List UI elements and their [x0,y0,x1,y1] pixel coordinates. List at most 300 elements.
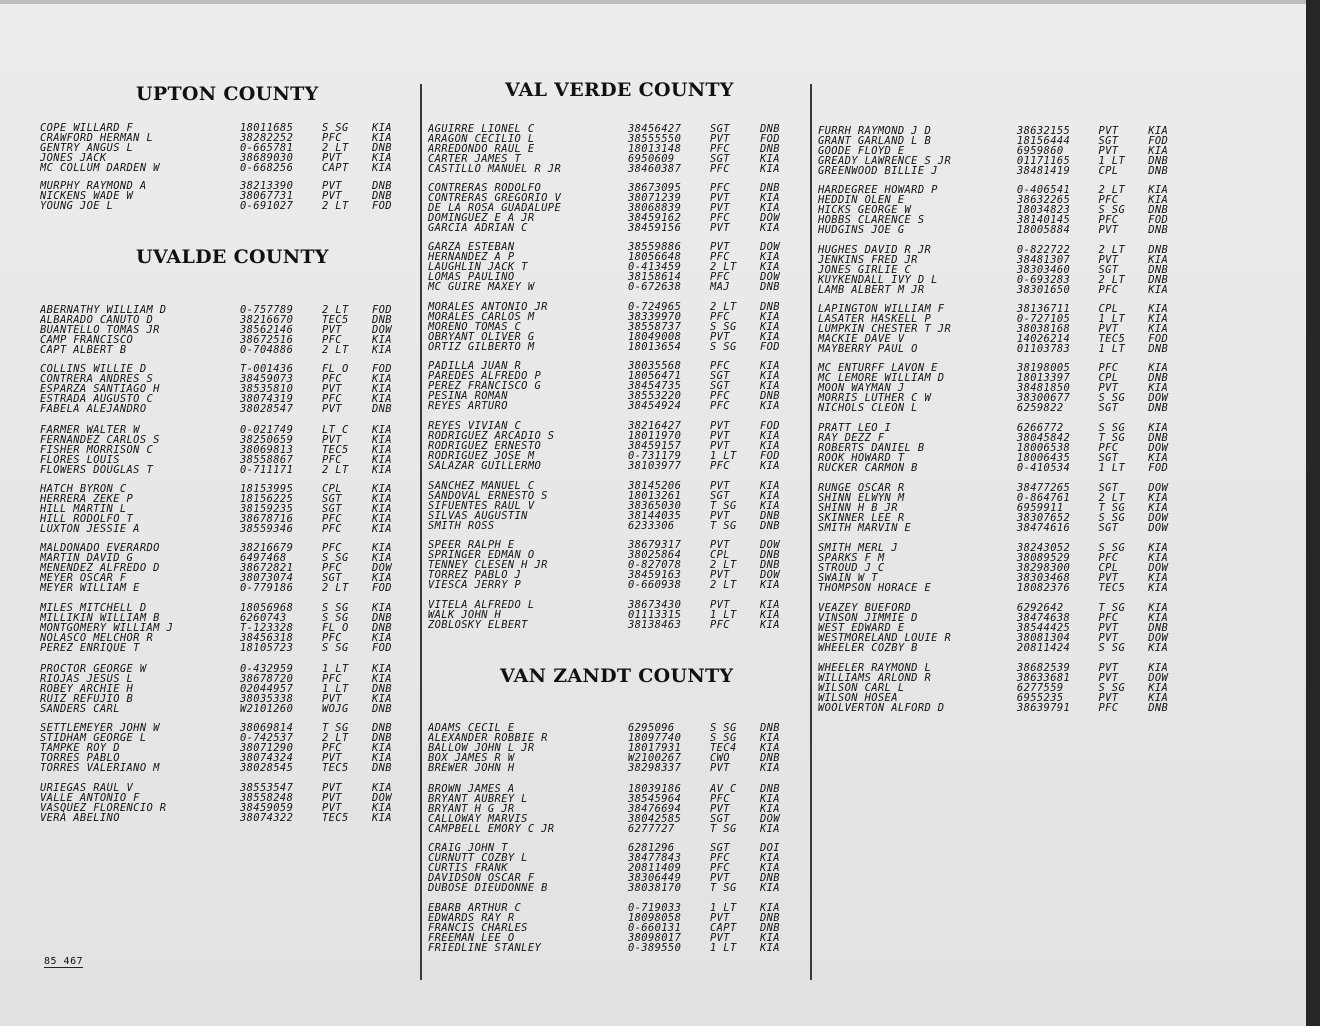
roster-entry [818,344,1188,354]
entry-status: KIA [1148,642,1169,654]
entry-serial: 38562146 [240,324,294,336]
entry-serial: 6497468 [240,552,287,564]
entry-rank: PFC [322,632,342,644]
entry-serial: 38069813 [240,444,294,456]
entry-rank: LT C [322,424,349,436]
roster-entry [428,763,806,773]
entry-serial: 38298337 [628,762,682,774]
entry-serial: 38025864 [628,549,682,561]
roster-entry [428,883,806,893]
entry-serial: 6292642 [1016,602,1064,614]
entry-serial: 38456318 [240,632,294,644]
entry-name: WILLIAMS ARLOND R [818,673,932,683]
entry-name: THOMPSON HORACE E [818,583,932,593]
entry-serial: 38682539 [1016,662,1071,674]
entry-status: DOW [760,539,780,551]
roster-entry [428,794,806,804]
roster-entry [818,393,1188,403]
entry-serial: 38216679 [240,542,294,554]
entry-name: RIOJAS JESUS L [40,674,134,684]
entry-serial: 6260743 [240,612,287,624]
entry-serial: 38038170 [628,882,682,894]
entry-serial: 38042585 [628,813,682,825]
entry-rank: 1 LT [710,902,737,914]
roster-entry [40,633,412,643]
roster-entry [40,514,412,524]
entry-status: FOD [1148,462,1169,474]
roster-entry [428,580,806,590]
entry-name: URIEGAS RAUL V [40,783,134,793]
entry-serial: 38303468 [1016,572,1071,584]
entry-name: VINSON JIMMIE D [818,613,918,623]
entry-serial: 38081304 [1016,632,1071,644]
roster-entry [40,133,412,143]
roster-entry [818,463,1188,473]
entry-rank: 1 LT [322,683,349,695]
entry-serial: 18039186 [628,783,682,795]
entry-rank: S SG [710,722,737,734]
entry-rank: TEC4 [710,742,737,754]
entry-serial: 6295096 [628,722,675,734]
entry-status: DNB [760,390,780,402]
entry-name: CRAWFORD HERMAN L [40,133,154,143]
entry-status: KIA [1148,323,1169,335]
entry-name: SKINNER LEE R [818,513,905,523]
entry-rank: CPL [322,483,342,495]
roster-entry [818,275,1188,285]
entry-rank: 1 LT [710,450,737,462]
entry-status: KIA [372,464,392,476]
entry-serial: 38559886 [628,241,682,253]
entry-status: DOW [372,792,392,804]
entry-name: BRYANT AUBREY L [428,794,528,804]
entry-name: MC COLLUM DARDEN W [40,163,160,173]
entry-rank: CAPT [710,922,737,934]
entry-rank: PVT [710,932,730,944]
entry-rank: PFC [1098,284,1119,296]
entry-serial: 0-731179 [628,450,682,462]
entry-status: KIA [760,500,780,512]
entry-rank: PFC [710,271,730,283]
entry-serial: 0-668256 [240,162,294,174]
entry-rank: PFC [1098,442,1119,454]
entry-status: DNB [760,123,780,135]
entry-serial: 38138463 [628,619,682,631]
entry-rank: PFC [710,793,730,805]
entry-rank: AV C [710,783,737,795]
entry-serial: 0-691027 [240,200,294,212]
entry-name: FLOWERS DOUGLAS T [40,465,154,475]
entry-serial: 38632265 [1016,194,1071,206]
entry-status: KIA [760,331,780,343]
roster-entry [428,203,806,213]
roster-group [40,543,412,593]
entry-name: NICKENS WADE W [40,191,134,201]
entry-status: KIA [1148,552,1169,564]
entry-serial: 38071290 [240,742,294,754]
entry-serial: 38672516 [240,334,294,346]
entry-serial: 0-827078 [628,559,682,571]
entry-status: DNB [1148,274,1169,286]
roster-entry [818,195,1188,205]
entry-status: DNB [372,703,392,715]
entry-status: KIA [1148,422,1169,434]
entry-name: MENENDEZ ALFREDO D [40,563,160,573]
entry-serial: 01113315 [628,609,682,621]
entry-status: KIA [1148,542,1169,554]
roster-entry [40,524,412,534]
entry-name: PRATT LEO I [818,423,892,433]
entry-status: KIA [372,782,392,794]
entry-rank: SGT [1098,135,1119,147]
entry-status: DNB [1148,244,1169,256]
entry-serial: 18017931 [628,742,682,754]
entry-rank: PVT [322,782,342,794]
entry-rank: PVT [710,803,730,815]
entry-name: MONTGOMERY WILLIAM J [40,623,174,633]
entry-serial: 0-413459 [628,261,682,273]
entry-serial: 18006538 [1016,442,1071,454]
entry-name: GOODE FLOYD E [818,146,905,156]
entry-rank: SGT [322,503,342,515]
entry-name: ROBEY ARCHIE H [40,684,134,694]
entry-name: SPARKS F M [818,553,885,563]
entry-serial: 38459162 [628,212,682,224]
roster-entry [40,325,412,335]
entry-rank: S SG [1098,392,1126,404]
entry-status: KIA [760,852,780,864]
entry-rank: WOJG [322,703,349,715]
entry-name: HILL RODOLFO T [40,514,134,524]
entry-serial: 20811409 [628,862,682,874]
entry-name: SHINN ELWYN M [818,493,905,503]
roster-group [428,723,806,773]
entry-rank: PVT [1098,323,1119,335]
entry-status: DNB [372,403,392,415]
entry-serial: 18013654 [628,341,682,353]
roster-group [428,784,806,834]
entry-rank: PVT [322,403,342,415]
entry-serial: 38474638 [1016,612,1071,624]
entry-status: KIA [760,380,780,392]
entry-name: STIDHAM GEORGE L [40,733,147,743]
entry-serial: 38073074 [240,572,294,584]
entry-serial: 0-864761 [1016,492,1071,504]
entry-serial: 38365030 [628,500,682,512]
entry-name: JONES GIRLIE C [818,265,912,275]
entry-status: KIA [372,344,392,356]
entry-serial: T-123328 [240,622,294,634]
entry-serial: 0-704886 [240,344,294,356]
entry-serial: 38459163 [628,569,682,581]
entry-rank: TEC5 [322,812,349,824]
roster-entry [40,723,412,733]
entry-rank: PVT [710,480,730,492]
entry-status: DNB [372,622,392,634]
entry-name: MARTIN DAVID G [40,553,134,563]
entry-rank: PFC [322,334,342,346]
roster-entry [40,345,412,355]
entry-serial: 38307652 [1016,512,1071,524]
entry-serial: 38632155 [1016,125,1071,137]
entry-rank: SGT [1098,482,1119,494]
roster-entry [428,570,806,580]
entry-serial: 38301650 [1016,284,1071,296]
entry-serial: 0-724965 [628,301,682,313]
roster-group [428,242,806,292]
entry-serial: 38544425 [1016,622,1071,634]
entry-status: DOW [1148,522,1169,534]
roster-entry [40,704,412,714]
entry-rank: PVT [710,569,730,581]
entry-name: EBARB ARTHUR C [428,903,522,913]
entry-name: SMITH ROSS [428,521,495,531]
roster-entry [428,501,806,511]
entry-rank: PVT [322,152,342,164]
roster-group [818,304,1188,354]
entry-serial: 0-406541 [1016,184,1071,196]
entry-name: LUXTON JESSIE A [40,524,140,534]
entry-status: DOW [1148,672,1169,684]
entry-name: WILSON CARL L [818,683,905,693]
roster-entry [818,703,1188,713]
entry-serial: 38477265 [1016,482,1071,494]
entry-serial: 0-660938 [628,579,682,591]
roster-entry [818,304,1188,314]
entry-name: FRIEDLINE STANLEY [428,943,542,953]
entry-status: KIA [1148,492,1169,504]
entry-rank: 2 LT [710,579,737,591]
roster-group [40,305,412,355]
entry-name: COPE WILLARD F [40,123,134,133]
roster-entry [818,443,1188,453]
entry-status: KIA [372,383,392,395]
entry-rank: PFC [322,454,342,466]
entry-status: DOW [1148,392,1169,404]
roster-entry [428,391,806,401]
entry-rank: PFC [1098,214,1119,226]
entry-status: KIA [372,752,392,764]
entry-name: PROCTOR GEORGE W [40,664,147,674]
entry-rank: PVT [710,440,730,452]
roster-entry [40,374,412,384]
entry-serial: 38558248 [240,792,294,804]
roster-entry [40,305,412,315]
entry-status: DNB [760,182,780,194]
entry-serial: 38198005 [1016,362,1071,374]
entry-serial: 38145206 [628,480,682,492]
entry-name: MURPHY RAYMOND A [40,181,147,191]
entry-status: FOD [1148,214,1169,226]
entry-status: FOD [1148,135,1169,147]
entry-rank: 2 LT [322,732,349,744]
entry-status: KIA [372,812,392,824]
entry-status: DNB [760,520,780,532]
roster-entry [428,620,806,630]
entry-status: DOW [1148,442,1169,454]
entry-rank: TEC5 [322,314,349,326]
entry-name: FISHER MORRISON C [40,445,154,455]
roster-entry [40,813,412,823]
entry-status: KIA [372,552,392,564]
roster-entry [40,181,412,191]
roster-entry [428,332,806,342]
entry-name: MORENO TOMAS C [428,322,522,332]
entry-status: KIA [372,742,392,754]
entry-serial: 38553220 [628,390,682,402]
entry-serial: 0-711171 [240,464,294,476]
roster-group [428,540,806,590]
entry-name: RUNGE OSCAR R [818,483,905,493]
roster-group [428,481,806,531]
roster-entry [40,143,412,153]
entry-rank: FL O [322,363,349,375]
entry-name: OBRYANT OLIVER G [428,332,535,342]
entry-status: KIA [1148,194,1169,206]
roster-entry [428,431,806,441]
entry-name: MAYBERRY PAUL O [818,344,918,354]
entry-name: RUIZ REFUJIO B [40,694,134,704]
roster-entry [818,285,1188,295]
roster-group [818,185,1188,235]
entry-serial: 01103783 [1016,343,1071,355]
entry-name: TORRES PABLO [40,753,120,763]
roster-entry [40,455,412,465]
entry-rank: PVT [322,802,342,814]
roster-entry [428,342,806,352]
entry-rank: 1 LT [322,663,349,675]
entry-name: HERNANDEZ A P [428,252,515,262]
roster-entry [818,603,1188,613]
entry-serial: 6281296 [628,842,675,854]
roster-entry [40,394,412,404]
roster-entry [818,693,1188,703]
roster-entry [40,543,412,553]
roster-entry [818,553,1188,563]
roster-entry [40,504,412,514]
entry-name: MORALES CARLOS M [428,312,535,322]
entry-rank: SGT [710,813,730,825]
roster-entry [40,613,412,623]
entry-rank: SGT [710,370,730,382]
entry-name: TENNEY CLESEN H JR [428,560,548,570]
entry-name: VERA ABELINO [40,813,120,823]
entry-name: DUBOSE DIEUDONNE B [428,883,548,893]
entry-status: KIA [1148,692,1169,704]
entry-rank: PVT [322,190,342,202]
entry-name: MALDONADO EVERARDO [40,543,160,553]
entry-status: KIA [760,370,780,382]
entry-serial: 6950609 [628,153,675,165]
entry-status: DOI [760,842,780,854]
roster-group [40,425,412,475]
entry-name: TAMPKE ROY D [40,743,120,753]
entry-name: AGUIRRE LIONEL C [428,124,535,134]
entry-rank: 2 LT [322,344,349,356]
entry-status: KIA [372,632,392,644]
entry-name: HATCH BYRON C [40,484,127,494]
entry-status: DNB [1148,155,1169,167]
entry-serial: 38673430 [628,599,682,611]
entry-rank: PVT [322,383,342,395]
entry-status: KIA [1148,313,1169,325]
roster-entry [40,793,412,803]
entry-name: SANCHEZ MANUEL C [428,481,535,491]
roster-entry [40,674,412,684]
roster-entry [40,664,412,674]
entry-serial: 38071239 [628,192,682,204]
entry-name: ZOBLOSKY ELBERT [428,620,528,630]
entry-status: KIA [1148,284,1169,296]
entry-rank: PFC [322,673,342,685]
entry-status: KIA [760,251,780,263]
roster-entry [40,153,412,163]
entry-name: GREENWOOD BILLIE J [818,166,938,176]
entry-rank: PVT [710,331,730,343]
roster-group [40,783,412,823]
entry-name: TORREZ PABLO J [428,570,522,580]
roster-entry [818,613,1188,623]
roster-entry [818,663,1188,673]
entry-serial: 18056471 [628,370,682,382]
entry-serial: 38481419 [1016,165,1071,177]
entry-name: VEAZEY BUEFORD [818,603,912,613]
entry-rank: CPL [710,549,730,561]
entry-name: SALAZAR GUILLERMO [428,461,542,471]
entry-rank: PVT [710,420,730,432]
entry-status: DOW [760,569,780,581]
entry-status: DNB [760,301,780,313]
entry-serial: 38103977 [628,460,682,472]
entry-rank: PVT [710,510,730,522]
entry-status: DNB [1148,204,1169,216]
roster-entry [428,361,806,371]
entry-name: RUCKER CARMON B [818,463,918,473]
entry-rank: PFC [322,373,342,385]
entry-serial: 14026214 [1016,333,1071,345]
entry-rank: TEC5 [322,762,349,774]
roster-entry [40,364,412,374]
entry-name: LASATER HASKELL P [818,314,932,324]
entry-status: KIA [760,732,780,744]
entry-rank: PVT [322,792,342,804]
entry-rank: PFC [710,212,730,224]
entry-rank: 1 LT [1098,343,1126,355]
entry-status: KIA [1148,602,1169,614]
entry-status: KIA [372,513,392,525]
entry-status: DNB [372,683,392,695]
entry-rank: SGT [1098,452,1119,464]
roster-group [40,723,412,773]
entry-status: DNB [372,314,392,326]
entry-status: KIA [760,222,780,234]
entry-rank: CPL [1098,303,1119,315]
entry-serial: 0-021749 [240,424,294,436]
entry-serial: 18011970 [628,430,682,442]
entry-rank: 1 LT [710,609,737,621]
entry-serial: 38213390 [240,180,294,192]
entry-name: FABELA ALEJANDRO [40,404,147,414]
entry-serial: 18105723 [240,642,294,654]
roster-entry [40,384,412,394]
roster-group [818,363,1188,413]
entry-rank: CAPT [322,162,349,174]
roster-entry [818,324,1188,334]
entry-status: DNB [1148,343,1169,355]
entry-rank: PVT [1098,125,1119,137]
entry-status: KIA [1148,612,1169,624]
roster-entry [818,215,1188,225]
